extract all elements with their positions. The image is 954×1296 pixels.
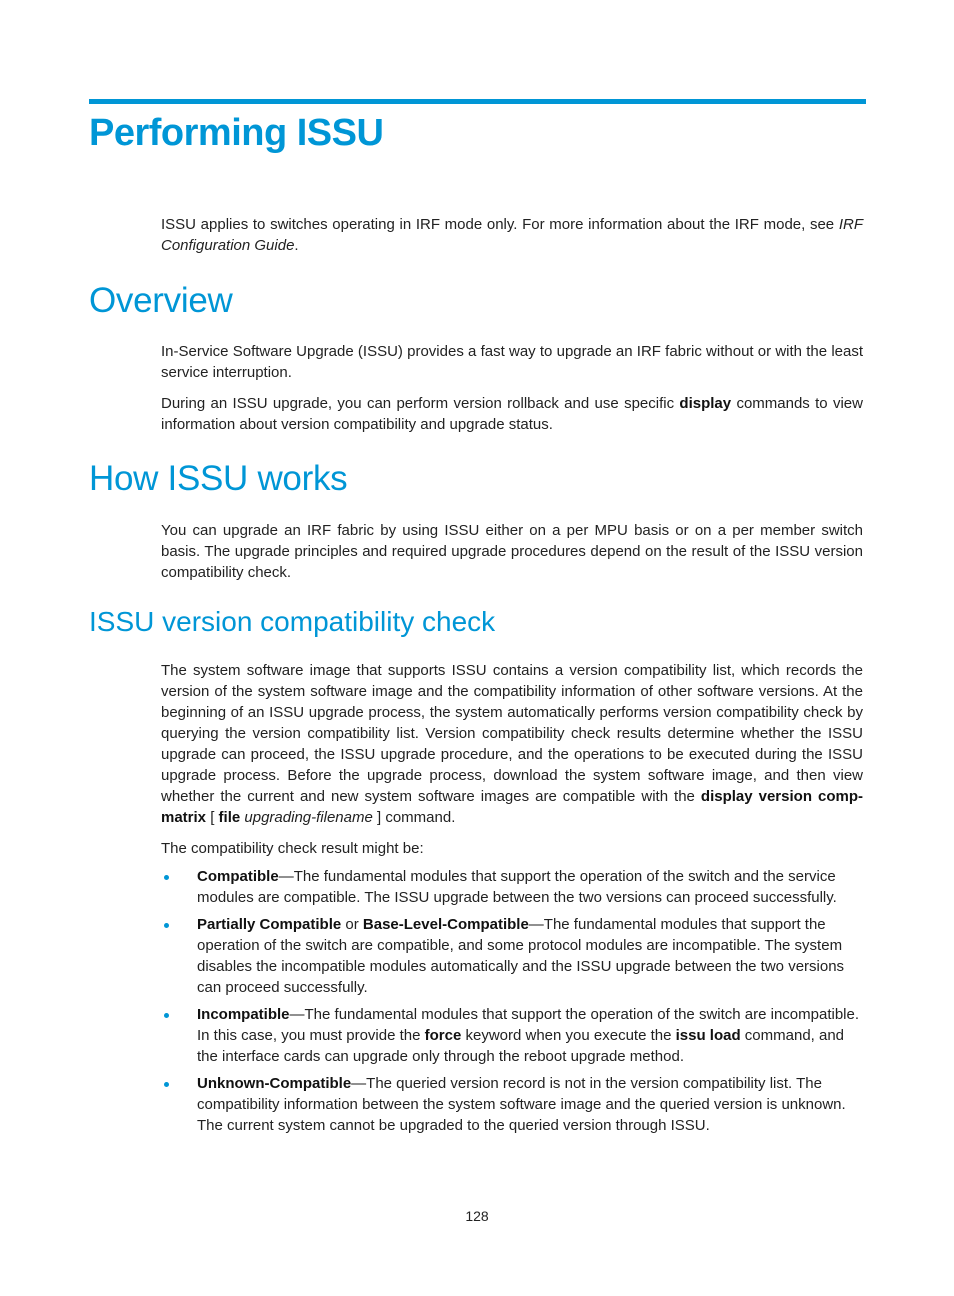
intro-end: .: [294, 237, 299, 254]
intro-text: ISSU applies to switches operating in IRF mode only. For more information about the IRF mode, see: [161, 216, 839, 233]
chapter-title: Performing ISSU: [89, 112, 384, 154]
bullet-icon: [164, 1013, 169, 1018]
desc-incompatible-b: keyword when you execute the: [461, 1027, 676, 1044]
chapter-rule: [89, 99, 866, 104]
compatibility-result-list: [161, 866, 863, 1142]
overview-p2-text-a: During an ISSU upgrade, you can perform version rollback and use specific: [161, 395, 680, 412]
how-paragraph: You can upgrade an IRF fabric by using ISSU either on a per MPU basis or on a per member switch basis. The upgrade principles and required upgrade procedures depend on the result of the ISSU version compatibility check.: [161, 522, 863, 581]
subsection-heading-compatibility-check: ISSU version compatibility check: [89, 606, 496, 637]
desc-partially-compatible: —The fundamental modules that support the operation of the switch are compatible, and some protocol modules are incompatible. The system disables the incompatible modules automatically and the ISSU upgrade between the two versions can proceed successfully.: [197, 916, 845, 996]
display-command: display: [679, 395, 732, 412]
section-heading-overview: Overview: [89, 281, 233, 320]
term-unknown-compatible: Unknown-Compatible: [197, 1075, 352, 1092]
desc-incompatible-a: —The fundamental modules that support the operation of the switch are incompatible. In this case, you must provide the: [197, 1006, 860, 1044]
comp-matrix-command: display version comp-matrix: [161, 788, 863, 826]
compat-p1-bracket-open: [: [206, 809, 219, 826]
bullet-icon: [164, 923, 169, 928]
intro-reference: IRF Configuration Guide: [161, 216, 863, 254]
desc-incompatible-c: command, and the interface cards can upgrade only through the reboot upgrade method.: [197, 1027, 845, 1065]
compat-paragraph-1: [161, 660, 863, 828]
list-item-partially-compatible: [161, 914, 863, 998]
term-base-level-compatible: Base-Level-Compatible: [362, 916, 529, 933]
term-or: or: [341, 916, 363, 933]
force-keyword: force: [424, 1027, 462, 1044]
compat-p1-text-a: The system software image that supports ISSU contains a version compatibility list, which records the version of the system software image and the compatibility information of other software versions. At the beginning of an ISSU upgrade process, the system automatically performs version compatibility check by querying the version compatibility list. Version compatibility check results determine whether the ISSU upgrade can proceed, the ISSU upgrade procedure, and the operations to be executed during the ISSU upgrade process. Before the upgrade process, download the system software image, and then view whether the current and new system software images are compatible with the: [161, 662, 863, 805]
compat-p1-text-end: ] command.: [372, 809, 456, 826]
overview-paragraph-1: In-Service Software Upgrade (ISSU) provides a fast way to upgrade an IRF fabric without or with the least service interruption.: [161, 343, 863, 381]
desc-unknown-compatible: —The queried version record is not in the version compatibility list. The compatibility information between the system software image and the queried version is unknown. The current system cannot be upgraded to the queried version through ISSU.: [197, 1075, 846, 1134]
list-item-incompatible: [161, 1004, 863, 1067]
file-keyword: file: [218, 809, 241, 826]
list-item-compatible: [161, 866, 863, 908]
overview-paragraph-2: [161, 393, 863, 435]
intro-paragraph: [161, 214, 863, 256]
term-incompatible: Incompatible: [197, 1006, 290, 1023]
overview-p2-text-b: commands to view information about version compatibility and upgrade status.: [161, 395, 863, 433]
page-number: 128: [465, 1208, 489, 1224]
compat-paragraph-2: The compatibility check result might be:: [161, 840, 424, 857]
filename-argument: upgrading-filename: [244, 809, 373, 826]
desc-compatible: —The fundamental modules that support the operation of the switch and the service modules are compatible. The ISSU upgrade between the two versions can proceed successfully.: [197, 868, 837, 906]
bullet-icon: [164, 1082, 169, 1087]
section-heading-how-issu-works: How ISSU works: [89, 459, 348, 498]
term-partially-compatible: Partially Compatible: [197, 916, 342, 933]
list-item-unknown-compatible: [161, 1073, 863, 1136]
issu-load-command: issu load: [675, 1027, 741, 1044]
bullet-icon: [164, 875, 169, 880]
term-compatible: Compatible: [197, 868, 279, 885]
